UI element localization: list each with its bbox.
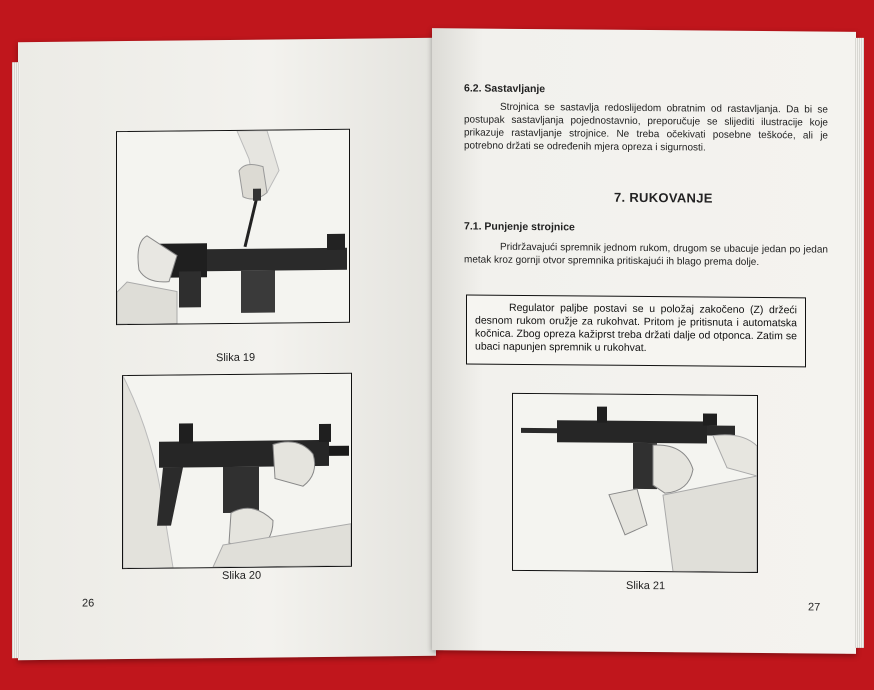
heading-chapter-7: 7. RUKOVANJE	[614, 189, 713, 206]
caption-slika-19: Slika 19	[216, 351, 256, 365]
warning-box	[466, 294, 806, 367]
warning-text-content: Regulator paljbe postavi se u položaj zakočeno (Z) držeći desnom rukom oružje za rukohvat. Pritom je pritisnuta i automatska kočnica. Zbog opreza kažiprst treba držati dalje od otponca. Zatim se ubaci napunjen spremnik u rukohvat.	[475, 301, 797, 355]
right-page	[432, 28, 856, 654]
page-number-right: 27	[808, 601, 821, 614]
paragraph-6-2-text: Strojnica se sastavlja redoslijedom obratnim od rastavljanja. Da bi se postupak sastavljanja pojednostavnio, preporučuje se slijediti ilustracije koje prikazuje rastavljanje strojnice. Ne treba očekivati posebne teškoće, ali je potrebno držati se određenih mjera opreza i sigurnosti.	[464, 101, 828, 154]
disassembly-photo-icon	[117, 130, 349, 324]
grip-photo-icon	[123, 374, 351, 568]
caption-slika-21: Slika 21	[626, 579, 666, 593]
photo-slika-19	[116, 129, 350, 325]
photo-slika-20	[122, 373, 352, 569]
heading-6-2: 6.2. Sastavljanje	[464, 82, 546, 96]
heading-7-1: 7.1. Punjenje strojnice	[464, 220, 575, 234]
page-number-left: 26	[82, 597, 95, 610]
open-booklet	[18, 30, 856, 658]
warning-text	[475, 302, 797, 357]
left-page	[18, 38, 436, 660]
caption-slika-20: Slika 20	[222, 569, 262, 583]
paragraph-6-2	[464, 100, 828, 155]
loading-photo-icon	[513, 394, 757, 572]
paragraph-7-1	[464, 240, 828, 269]
page-edges-left	[12, 62, 20, 658]
photo-slika-21	[512, 393, 758, 573]
page-edges-right	[855, 38, 864, 648]
paragraph-7-1-text: Pridržavajući spremnik jednom rukom, drugom se ubacuje jedan po jedan metak kroz gornji otvor spremnika pritiskajući ih blago prema dolje.	[464, 241, 828, 269]
